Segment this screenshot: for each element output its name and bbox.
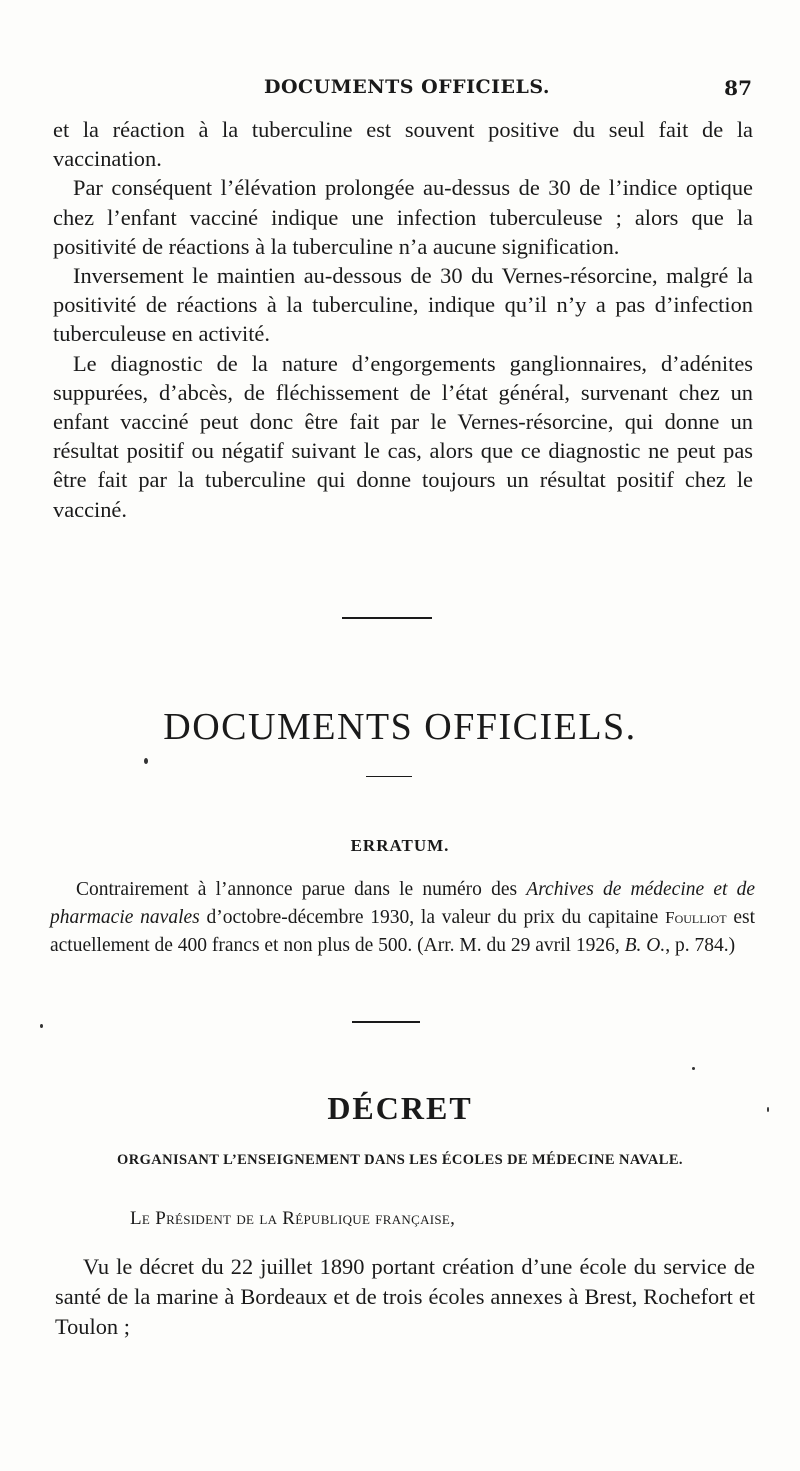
- erratum-text: [50, 876, 755, 960]
- erratum-text-part: Contrairement à l’annonce parue dans le numéro des: [76, 879, 527, 900]
- section-title: DOCUMENTS OFFICIELS.: [163, 706, 637, 748]
- decret-title: DÉCRET: [327, 1090, 473, 1126]
- paragraph: Vu le décret du 22 juillet 1890 portant création d’une école du service de santé de la marine à Bordeaux et de trois écoles annexes à Brest, Rochefort et Toulon ;: [55, 1254, 755, 1339]
- paragraph: Par conséquent l’élévation prolongée au-dessus de 30 de l’indice optique chez l’enfant vacciné indique une infection tuberculeuse ; alors que la positivité de réactions à la tuberculine n’a aucune signification.: [53, 175, 753, 259]
- ink-speck: [692, 1067, 695, 1070]
- article-continuation: [53, 115, 753, 524]
- running-title: DOCUMENTS OFFICIELS.: [264, 76, 551, 98]
- ink-speck: [40, 1024, 43, 1028]
- prize-name: Foulliot: [665, 908, 727, 927]
- decret-subtitle: ORGANISANT L’ENSEIGNEMENT DANS LES ÉCOLES DE MÉDECINE NAVALE.: [117, 1152, 683, 1168]
- journal-name: Archives de médecine et de pharmacie navales: [50, 879, 755, 928]
- president-line: Le Président de la République française,: [130, 1208, 456, 1229]
- paragraph: Le diagnostic de la nature d’engorgements ganglionnaires, d’adénites suppurées, d’abcès, de fléchissement de l’état général, survenant chez un enfant vacciné peut donc être fait par le Vernes-résorcine, qui donne un résultat positif ou négatif suivant le cas, alors que ce diagnostic ne peut pas être fait par la tuberculine qui donne toujours un résultat positif chez le vacciné.: [53, 350, 753, 522]
- decret-body: [55, 1252, 755, 1342]
- paragraph: Inversement le maintien au-dessous de 30 du Vernes-résorcine, malgré la positivité de réactions à la tuberculine, indique qu’il n’y a pas d’infection tuberculeuse en activité.: [53, 263, 753, 347]
- ink-speck: [144, 758, 148, 764]
- page-number: 87: [724, 76, 752, 100]
- divider-rule: [366, 776, 412, 777]
- running-head: [54, 76, 754, 106]
- erratum-text-part: , p. 784.): [665, 935, 736, 956]
- erratum-text-part: d’octobre-décembre 1930, la valeur du prix du capitaine: [199, 907, 666, 928]
- ink-speck: [767, 1107, 769, 1112]
- divider-rule: [352, 1021, 420, 1023]
- erratum-heading: ERRATUM.: [350, 836, 450, 855]
- paragraph: et la réaction à la tuberculine est souvent positive du seul fait de la vaccination.: [53, 117, 753, 172]
- erratum-text-part: est actuellement de 400 francs et non plus de 500. (Arr. M. du 29 avril 1926,: [50, 907, 755, 956]
- bulletin-name: B. O.: [624, 935, 666, 956]
- divider-rule: [342, 617, 432, 619]
